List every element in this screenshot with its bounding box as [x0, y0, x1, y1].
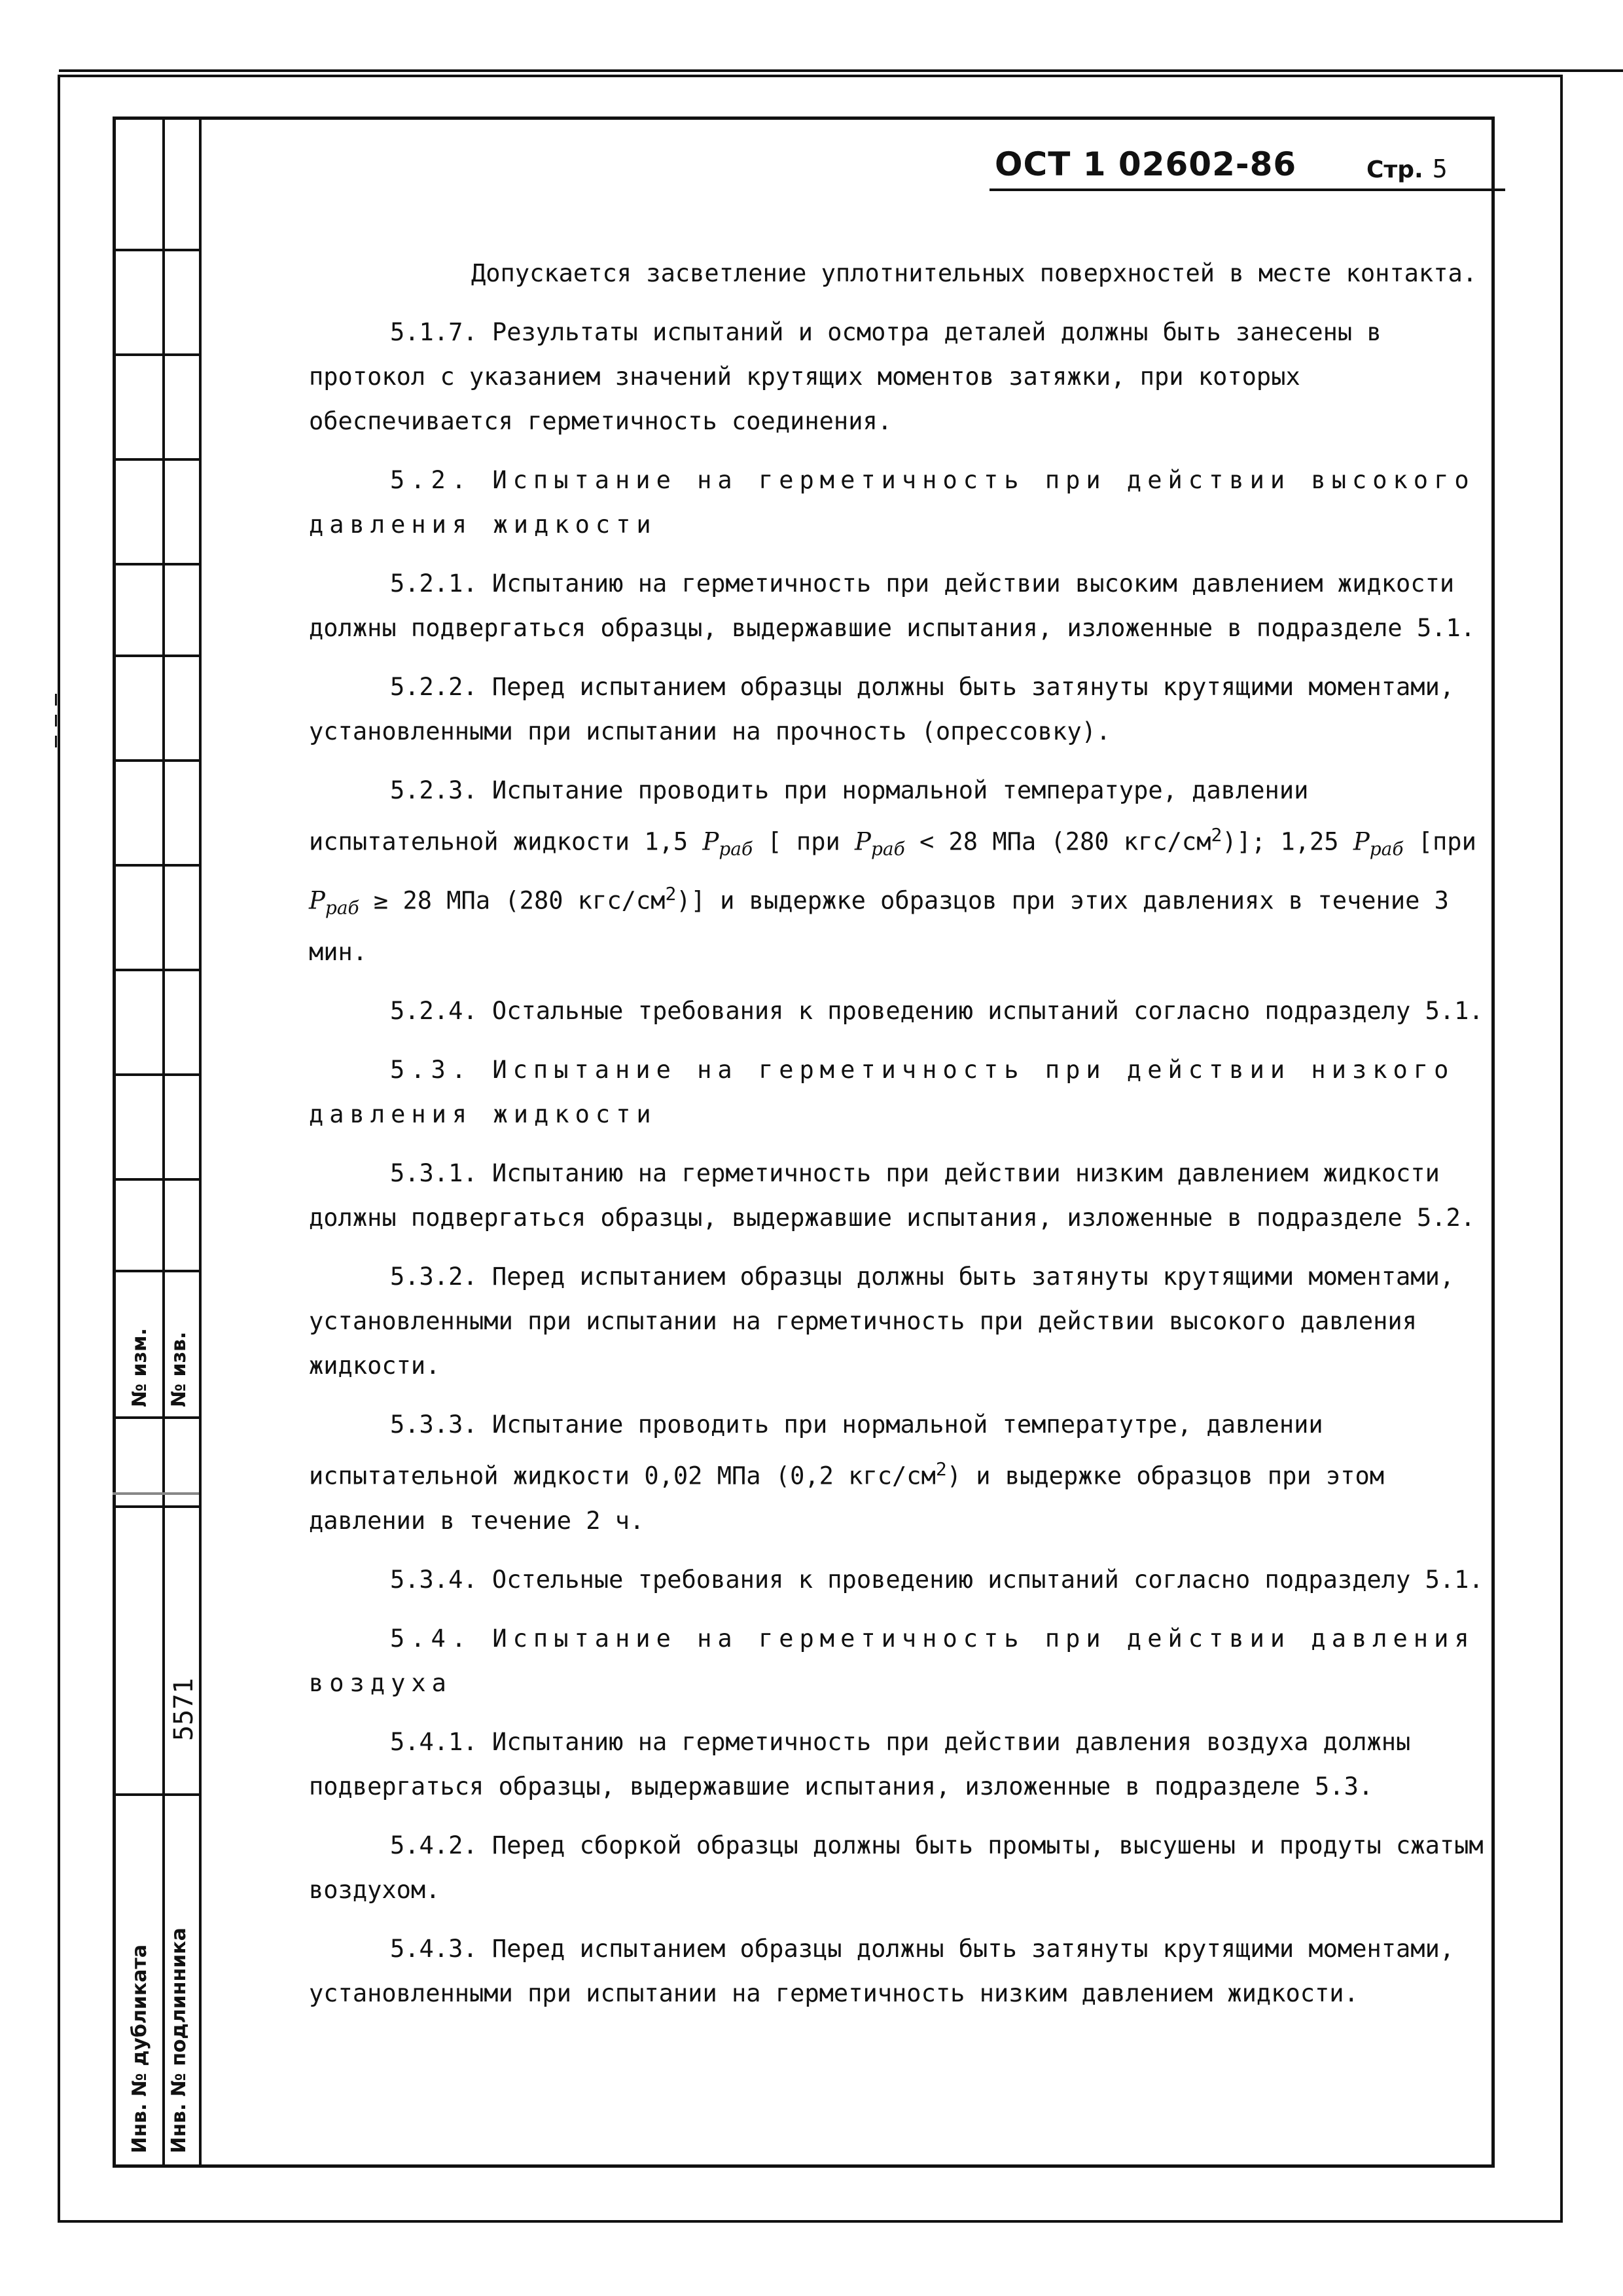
paragraph-text: 5.4.3. Перед испытанием образцы должны быть затянуты крутящими моментами, установленными при испытании на герметичность низким давлением жидкости. — [309, 1934, 1455, 2007]
margin-strip-rule — [113, 1073, 199, 1076]
section-heading — [309, 1048, 1487, 1137]
pressure-subscript: раб — [325, 897, 359, 919]
text-fragment: 5.3.3. Испытание проводить при нормальной температутре, давлении испытательной жидкости 0,02 МПа (0,2 кгс/см — [309, 1410, 1323, 1490]
paragraph-text: 5.3.2. Перед испытанием образцы должны быть затянуты крутящими моментами, установленными при испытании на герметичность при действии высокого давления жидкости. — [309, 1263, 1455, 1380]
margin-strip-rule — [113, 353, 199, 356]
text-fragment: < 28 МПа (280 кгс/см — [919, 827, 1211, 856]
paragraph — [309, 989, 1487, 1033]
margin-strip-rule — [113, 563, 199, 565]
orig-inv-value: 5571 — [169, 1677, 199, 1741]
paragraph — [309, 1823, 1487, 1912]
pressure-symbol: P — [702, 827, 719, 856]
text-fragment: ) и выдержке образцов при этом давлении в течение 2 ч. — [309, 1462, 1385, 1535]
document-code: ОСТ 1 02602-86 — [995, 145, 1297, 183]
paragraph-text: 5.2.2. Перед испытанием образцы должны быть затянуты крутящими моментами, установленными при испытании на прочность (опрессовку). — [309, 673, 1455, 745]
notice-no-label: № изв. — [168, 1331, 190, 1407]
paragraph — [309, 1151, 1487, 1240]
text-fragment: 5.2.3. Испытание проводить при нормальной температуре, давлении испытательной жидкости 1,5 — [309, 776, 1309, 856]
margin-strip-rule — [113, 1505, 199, 1508]
paragraph-text: 5.1.7. Результаты испытаний и осмотра деталей должны быть занесены в протокол с указанием значений крутящих моментов затяжки, при которых обеспечивается герметичность соединения. — [309, 318, 1382, 435]
paragraph — [309, 1720, 1487, 1809]
rev-no-label: № изм. — [128, 1328, 151, 1407]
margin-strip-divider — [162, 117, 165, 2168]
paragraph-formula — [309, 768, 1487, 975]
section-heading-text: 5.4. Испытание на герметичность при действии давления воздуха — [309, 1624, 1475, 1697]
page-label — [1366, 154, 1448, 183]
paragraph — [309, 665, 1487, 754]
punch-mark — [55, 736, 57, 747]
margin-strip-rule — [113, 1178, 199, 1181]
punch-mark — [55, 715, 57, 726]
section-heading-text: 5.3. Испытание на герметичность при действии низкого давления жидкости — [309, 1056, 1455, 1129]
text-fragment: )] и выдержке образцов при этих давлениях в течение 3 мин. — [309, 886, 1449, 967]
margin-strip-rule — [113, 759, 199, 762]
paragraph — [309, 310, 1487, 444]
section-heading — [309, 458, 1487, 547]
margin-strip-rule — [113, 249, 199, 251]
orig-inv-label: Инв. № подлинника — [168, 1928, 190, 2153]
margin-strip-rule — [113, 969, 199, 971]
margin-strip-rule — [113, 1270, 199, 1272]
paragraph-text: 5.2.1. Испытанию на герметичность при действии высоким давлением жидкости должны подвергаться образцы, выдержавшие испытания, изложенные в подразделе 5.1. — [309, 569, 1476, 642]
punch-mark — [55, 694, 57, 706]
text-fragment: )]; 1,25 — [1222, 827, 1339, 856]
paragraph — [309, 1927, 1487, 2016]
pressure-subscript: раб — [719, 838, 753, 860]
paragraph-formula — [309, 1403, 1487, 1543]
margin-strip-rule — [113, 655, 199, 657]
paragraph-text: 5.4.2. Перед сборкой образцы должны быть промыты, высушены и продуты сжатым воздухом. — [309, 1831, 1484, 1904]
paragraph-text: 5.4.1. Испытанию на герметичность при действии давления воздуха должны подвергаться образцы, выдержавшие испытания, изложенные в подразделе 5.3. — [309, 1727, 1411, 1801]
paragraph — [309, 1558, 1487, 1602]
dup-inv-label: Инв. № дубликата — [128, 1944, 151, 2153]
paragraph-text: 5.3.1. Испытанию на герметичность при действии низким давлением жидкости должны подвергаться образцы, выдержавшие испытания, изложенные в подразделе 5.2. — [309, 1159, 1476, 1232]
text-fragment: ≥ 28 МПа (280 кгс/см — [373, 886, 666, 915]
margin-strip-rule — [113, 864, 199, 867]
paragraph — [309, 562, 1487, 651]
pressure-subscript: раб — [870, 838, 905, 860]
paragraph-text: 5.2.4. Остальные требования к проведению испытаний согласно подразделу 5.1. — [390, 997, 1484, 1026]
margin-strip-divider — [199, 117, 202, 2168]
pressure-subscript: раб — [1369, 838, 1404, 860]
margin-strip-rule — [113, 1416, 199, 1419]
superscript: 2 — [935, 1458, 947, 1480]
text-fragment: [при — [1418, 827, 1476, 856]
pressure-symbol: P — [855, 827, 871, 856]
margin-strip-rule — [113, 458, 199, 461]
page-label-text: Стр. — [1366, 156, 1423, 183]
superscript: 2 — [1211, 824, 1222, 846]
margin-strip-rule — [113, 1492, 199, 1495]
document-body — [309, 251, 1489, 2030]
header-rule — [990, 188, 1505, 191]
page-number: 5 — [1432, 154, 1448, 183]
pressure-symbol: P — [1353, 827, 1370, 856]
section-heading — [309, 1617, 1487, 1706]
superscript: 2 — [665, 882, 677, 905]
text-fragment: [ при — [767, 827, 840, 856]
paragraph: Допускается засветление уплотнительных поверхностей в месте контакта. — [471, 259, 1478, 287]
paragraph — [309, 1255, 1487, 1388]
top-rule — [59, 69, 1623, 72]
margin-strip-rule — [113, 1793, 199, 1796]
pressure-symbol: P — [309, 886, 325, 915]
paragraph-text: 5.3.4. Остельные требования к проведению испытаний согласно подразделу 5.1. — [390, 1565, 1484, 1594]
section-heading-text: 5.2. Испытание на герметичность при действии высокого давления жидкости — [309, 466, 1475, 539]
